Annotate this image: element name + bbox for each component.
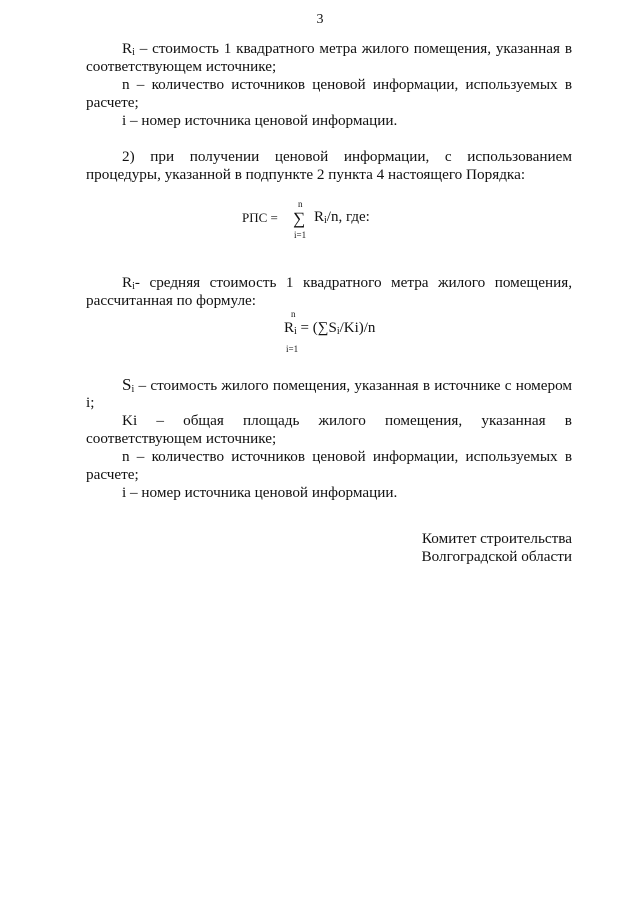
ki-word: Ki (122, 412, 138, 429)
definition-ri-cost-line (122, 40, 572, 58)
symbol-r: R (314, 209, 325, 225)
definition-n-line: n – количество источников ценовой информации, используемых в (122, 76, 572, 93)
definition-ri-cost-line-cont: соответствующем источнике; (86, 58, 277, 75)
formula-ri-body (284, 321, 375, 336)
formula-ri-rest: /Ki)/n (339, 320, 376, 336)
definition-i-line: i – номер источника ценовой информации. (122, 484, 398, 501)
formula-rps-body (314, 210, 370, 225)
formula-ri-top: n (291, 309, 296, 319)
ki-word: в (564, 412, 572, 429)
subscript-i: i (324, 215, 327, 226)
subscript-i: i (131, 384, 135, 395)
subscript-i: i (294, 326, 297, 337)
ki-word: – (156, 412, 164, 429)
signature-line-2: Волгоградской области (421, 548, 572, 565)
signature-line-1: Комитет строительства (421, 530, 572, 547)
definition-n-line: n – количество источников ценовой информации, используемых в (122, 448, 572, 465)
ki-word: площадь (243, 412, 300, 429)
definition-text: – стоимость жилого помещения, указанная в источнике с номером (134, 377, 572, 394)
definition-si-line-cont: i; (86, 394, 95, 411)
ki-word: указанная (481, 412, 546, 429)
symbol-s: S (122, 375, 132, 394)
symbol-r: R (284, 320, 295, 336)
item-2-line-cont: процедуры, указанной в подпункте 2 пункта 4 настоящего Порядка: (86, 166, 526, 183)
definition-ki-line (122, 412, 572, 430)
sum-sign: ∑ (293, 209, 306, 228)
item-2-line: 2) при получении ценовой информации, с использованием (122, 148, 572, 165)
subscript-i: i (336, 326, 340, 337)
symbol-r: R (122, 40, 133, 57)
definition-si-line (122, 376, 572, 395)
ki-word: общая (183, 412, 224, 429)
formula-rps-lhs: РПС = (242, 210, 278, 225)
definition-text: - средняя стоимость 1 квадратного метра жилого помещения, (134, 274, 572, 291)
definition-ri-average-line (122, 274, 572, 292)
ki-word: помещения, (384, 412, 463, 429)
symbol-r: R (122, 274, 133, 291)
page-number: 3 (316, 12, 324, 27)
formula-rps-sum-bottom: i=1 (294, 230, 307, 240)
formula-rps-rest: /n, где: (326, 209, 370, 225)
formula-rps-sum-top: n (298, 199, 303, 209)
definition-n-line-cont: расчете; (86, 466, 139, 483)
symbol-s: S (328, 320, 337, 336)
sum-sign: ∑ (317, 320, 329, 336)
subscript-i: i (132, 47, 135, 58)
definition-ri-average-line-cont: рассчитанная по формуле: (86, 292, 257, 309)
formula-ri-bottom: i=1 (286, 344, 299, 354)
formula-ri-eq: = ( (296, 320, 318, 336)
definition-ki-line-cont: соответствующем источнике; (86, 430, 277, 447)
definition-text: – стоимость 1 квадратного метра жилого помещения, указанная в (134, 40, 572, 57)
subscript-i: i (132, 281, 135, 292)
definition-n-line-cont: расчете; (86, 94, 139, 111)
definition-i-line: i – номер источника ценовой информации. (122, 112, 398, 129)
ki-word: жилого (318, 412, 366, 429)
